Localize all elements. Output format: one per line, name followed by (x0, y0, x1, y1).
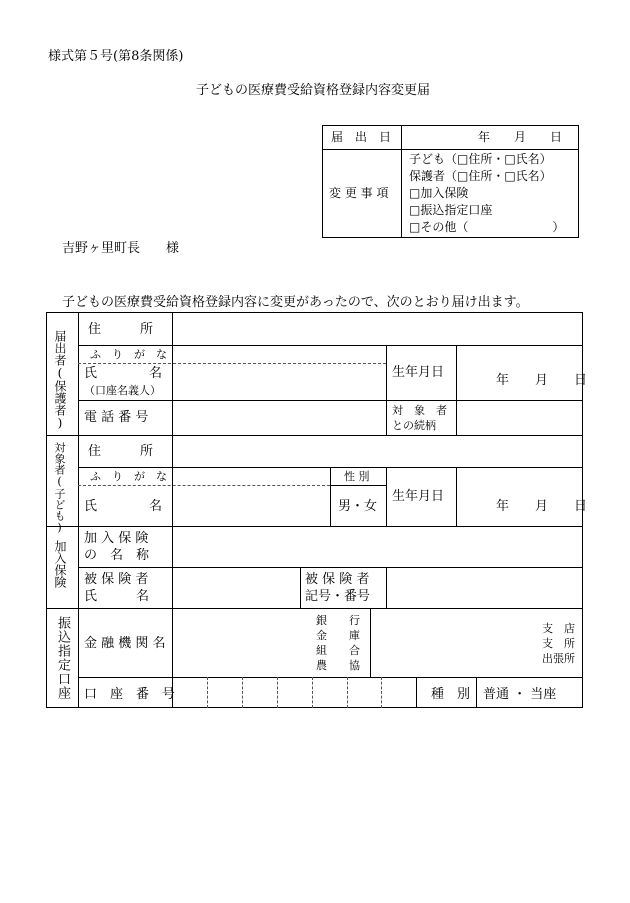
applicant-phone-label: 電 話 番 号 (84, 410, 149, 425)
addressee: 吉野ヶ里町長 様 (62, 241, 180, 256)
child-address-label: 住 所 (88, 444, 154, 459)
change-item-account[interactable]: □振込指定口座 (409, 203, 493, 217)
child-sex-label: 性 別 (344, 470, 370, 483)
child-dob-label: 生年月日 (392, 489, 445, 504)
form-number: 様式第５号(第8条関係) (48, 49, 184, 64)
insured-number-field[interactable] (392, 572, 576, 602)
change-items-label: 変 更 事 項 (329, 186, 389, 200)
applicant-dob-label: 生年月日 (392, 365, 445, 380)
applicant-name-note: （口座名義人） (84, 384, 161, 397)
change-item-insurance[interactable]: □加入保険 (409, 186, 469, 200)
insurance-name-field[interactable] (180, 531, 576, 561)
child-name-label: 氏 名 (84, 499, 163, 514)
account-kind-value[interactable]: 普通 ・ 当座 (483, 687, 557, 702)
insured-name-field[interactable] (180, 572, 294, 602)
child-name-field[interactable] (180, 490, 324, 520)
bank-branch-field[interactable] (378, 614, 536, 672)
bank-institution-label: 金 融 機 関 名 (84, 636, 166, 651)
applicant-name-label: 氏 名 (84, 366, 163, 381)
filing-date-value[interactable]: 年 月 日 (478, 130, 563, 144)
account-number-field[interactable] (174, 679, 414, 706)
bank-institution-field[interactable] (180, 614, 310, 672)
bank-section-label: 振込指定口座 (55, 616, 70, 700)
child-address-field[interactable] (180, 440, 576, 462)
applicant-phone-field[interactable] (180, 405, 380, 429)
child-dob-value[interactable]: 年 月 日 (496, 499, 588, 514)
insurance-name-label: 加 入 保 険 の 名 称 (84, 531, 150, 563)
child-furigana-label: ふ り が な (90, 470, 167, 483)
applicant-name-field[interactable] (180, 366, 380, 396)
change-item-other[interactable]: □その他（ ） (409, 220, 565, 234)
insured-name-label: 被 保 険 者 氏 名 (84, 572, 150, 604)
bank-branch-labels: 支 店 支 所 出張所 (542, 622, 575, 665)
change-item-guardian[interactable]: 保護者（□住所・□氏名） (409, 169, 552, 183)
applicant-section-label: 届出者(保護者) (53, 330, 67, 430)
account-number-label: 口 座 番 号 (84, 687, 176, 702)
applicant-dob-value[interactable]: 年 月 日 (496, 373, 588, 388)
insurance-section-label: 加入保険 (53, 540, 67, 588)
intro-text: 子どもの医療費受給資格登録内容に変更があったので、次のとおり届け出ます。 (62, 295, 529, 310)
applicant-address-field[interactable] (180, 318, 576, 340)
child-sex-value[interactable]: 男・女 (338, 499, 378, 514)
bank-type-labels: 銀 行 金 庫 組 合 農 協 (316, 614, 360, 672)
form-title: 子どもの医療費受給資格登録内容変更届 (196, 83, 431, 98)
applicant-relation-label: 対 象 者 との続柄 (392, 404, 447, 432)
filing-date-label: 届 出 日 (331, 130, 392, 144)
applicant-furigana-label: ふ り が な (90, 348, 167, 361)
child-section-label: 対象者(子ども) (53, 442, 66, 534)
account-kind-label: 種 別 (431, 687, 471, 702)
applicant-address-label: 住 所 (88, 322, 154, 337)
insured-number-label: 被 保 険 者 記号・番号 (305, 572, 371, 604)
change-item-child[interactable]: 子ども（□住所・□氏名） (409, 152, 552, 166)
